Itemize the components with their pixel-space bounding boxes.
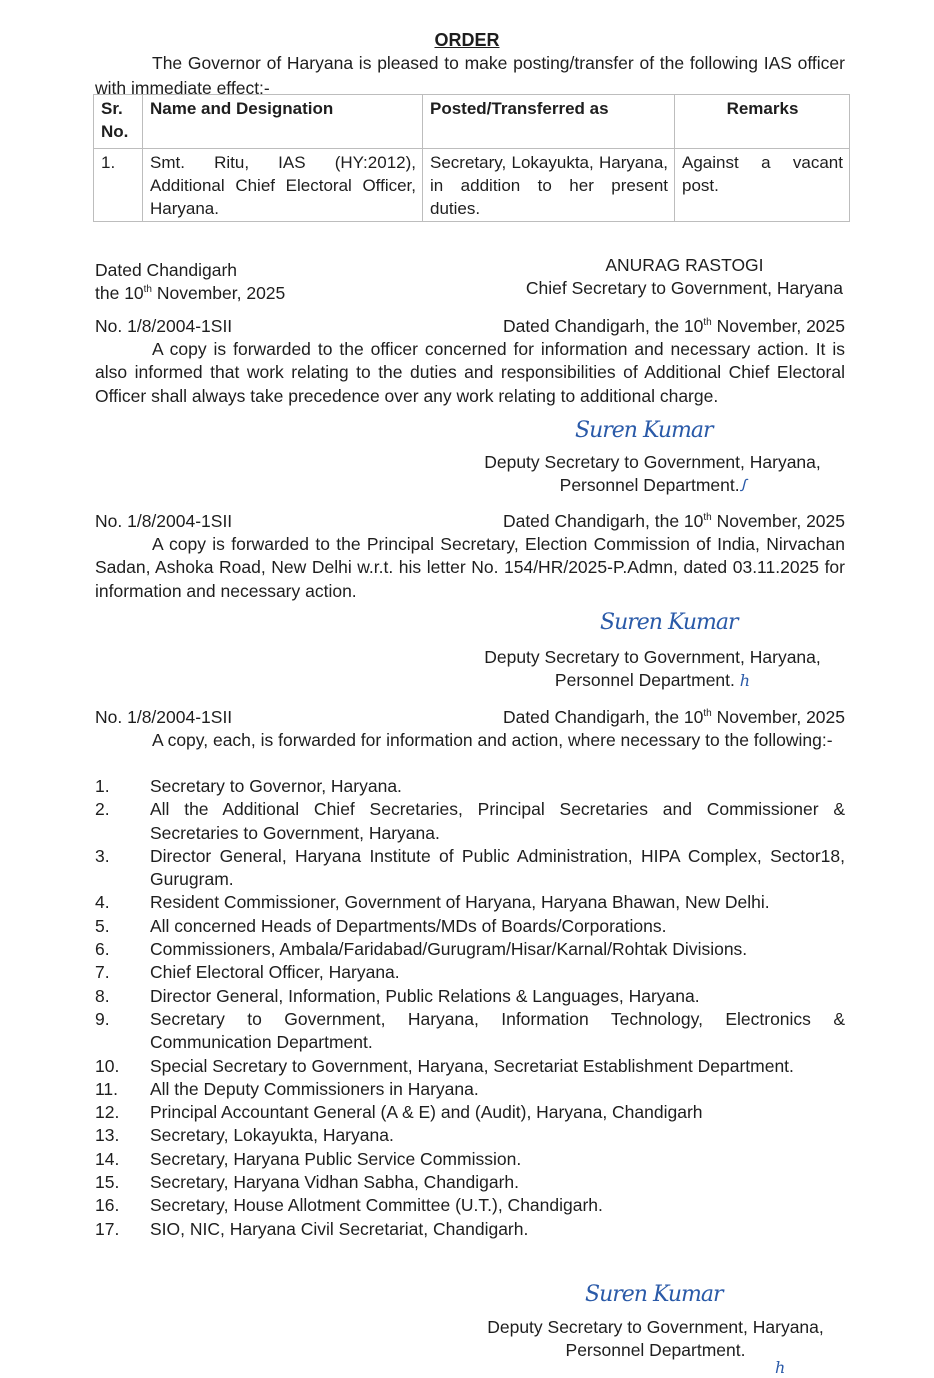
deputy-secretary-block-1: Deputy Secretary to Government, Haryana, Personnel Department.ꭍ	[484, 452, 821, 496]
endorsement-3-body: A copy, each, is forwarded for information and action, where necessary to the following:-	[152, 730, 833, 750]
list-item: 13. Secretary, Lokayukta, Haryana.	[95, 1125, 394, 1146]
endorsement-number: No. 1/8/2004-1SII	[95, 316, 233, 336]
deputy-secretary-block-2: Deputy Secretary to Government, Haryana, Personnel Department. h	[484, 647, 821, 691]
list-item: 5. All concerned Heads of Departments/MDs of Boards/Corporations.	[95, 915, 667, 936]
list-item: 7. Chief Electoral Officer, Haryana.	[95, 962, 400, 983]
order-signature-block	[95, 255, 845, 306]
endorsement-number: No. 1/8/2004-1SII	[95, 511, 233, 531]
list-item: 16. Secretary, House Allotment Committee (U.T.), Chandigarh.	[95, 1195, 603, 1216]
initial-mark-icon: h	[775, 1358, 786, 1377]
cell-posted-as: Secretary, Lokayukta, Haryana, in addition to her present duties.	[423, 149, 675, 222]
list-item: 1. Secretary to Governor, Haryana.	[95, 776, 402, 796]
table-header-row	[94, 95, 850, 149]
endorsement-1-body: A copy is forwarded to the officer concerned for information and necessary action. It is also informed that work relating to the duties and responsibilities of Additional Chief Electoral Officer shall always take precedence over any work relating to additional charge.	[95, 339, 845, 406]
header-sr-no: Sr. No.	[94, 95, 143, 149]
endorsement-2-body: A copy is forwarded to the Principal Secretary, Election Commission of India, Nirvachan Sadan, Ashoka Road, New Delhi w.r.t. his letter No. 154/HR/2025-P.Admn, dated 03.11.2025 for information and necessary action.	[95, 534, 845, 601]
signatory-name: ANURAG RASTOGI	[605, 255, 764, 275]
header-posted-as: Posted/Transferred as	[423, 95, 675, 149]
list-item: 4. Resident Commissioner, Government of Haryana, Haryana Bhawan, New Delhi.	[95, 892, 770, 913]
signatory-designation: Chief Secretary to Government, Haryana	[525, 278, 843, 299]
order-intro: The Governor of Haryana is pleased to make posting/transfer of the following IAS officer with immediate effect:-	[95, 53, 845, 98]
header-remarks: Remarks	[675, 95, 850, 149]
list-item: 9. Secretary to Government, Haryana, Information Technology, Electronics & Communication Department.	[95, 1008, 845, 1053]
endorsement-number: No. 1/8/2004-1SII	[95, 707, 233, 727]
list-item: 10. Special Secretary to Government, Haryana, Secretariat Establishment Department.	[95, 1055, 794, 1076]
endorsement-date: Dated Chandigarh, the 10th November, 2025	[502, 707, 845, 727]
order-dated-place: Dated Chandigarh	[95, 260, 238, 280]
endorsement-1-header	[95, 315, 845, 338]
list-item: 2. All the Additional Chief Secretaries, Principal Secretaries and Commissioner & Secretaries to Government, Haryana.	[95, 799, 845, 843]
order-dated-date: the 10th November, 2025	[95, 283, 286, 304]
header-name-designation: Name and Designation	[143, 95, 423, 149]
cell-remarks: Against a vacant post.	[675, 149, 850, 222]
list-item: 6. Commissioners, Ambala/Faridabad/Gurugram/Hisar/Karnal/Rohtak Divisions.	[95, 939, 748, 960]
order-title: ORDER	[434, 30, 500, 50]
endorsement-2-header	[95, 510, 845, 533]
initial-mark-icon: ꭍ	[739, 476, 746, 496]
list-item: 8. Director General, Information, Public Relations & Languages, Haryana.	[95, 985, 700, 1006]
cell-sr-no: 1.	[94, 149, 143, 222]
initial-mark-icon: h	[739, 671, 751, 691]
list-item: 3. Director General, Haryana Institute of Public Administration, HIPA Complex, Sector18, Gurugram.	[95, 845, 845, 890]
deputy-secretary-block-3: Deputy Secretary to Government, Haryana, Personnel Department.	[487, 1317, 824, 1361]
endorsement-date: Dated Chandigarh, the 10th November, 2025	[502, 316, 845, 336]
list-item: 14. Secretary, Haryana Public Service Commission.	[95, 1148, 522, 1169]
list-item: 15. Secretary, Haryana Vidhan Sabha, Chandigarh.	[95, 1172, 520, 1193]
signature-2: Suren Kumar	[600, 610, 738, 635]
table-row	[94, 149, 850, 222]
list-item: 11. All the Deputy Commissioners in Haryana.	[95, 1078, 479, 1099]
signature-1: Suren Kumar	[575, 418, 713, 443]
list-item: 17. SIO, NIC, Haryana Civil Secretariat, Chandigarh.	[95, 1218, 529, 1239]
order-dated-block	[95, 259, 285, 306]
posting-table	[93, 94, 850, 222]
endorsement-3-header	[95, 706, 845, 729]
endorsement-date: Dated Chandigarh, the 10th November, 2025	[502, 511, 845, 531]
cell-name-designation: Smt. Ritu, IAS (HY:2012), Additional Chief Electoral Officer, Haryana.	[143, 149, 423, 222]
chief-secretary-block	[526, 254, 845, 306]
distribution-list	[95, 775, 845, 1241]
signature-3: Suren Kumar	[585, 1282, 723, 1307]
list-item: 12. Principal Accountant General (A & E) and (Audit), Haryana, Chandigarh	[95, 1102, 703, 1123]
